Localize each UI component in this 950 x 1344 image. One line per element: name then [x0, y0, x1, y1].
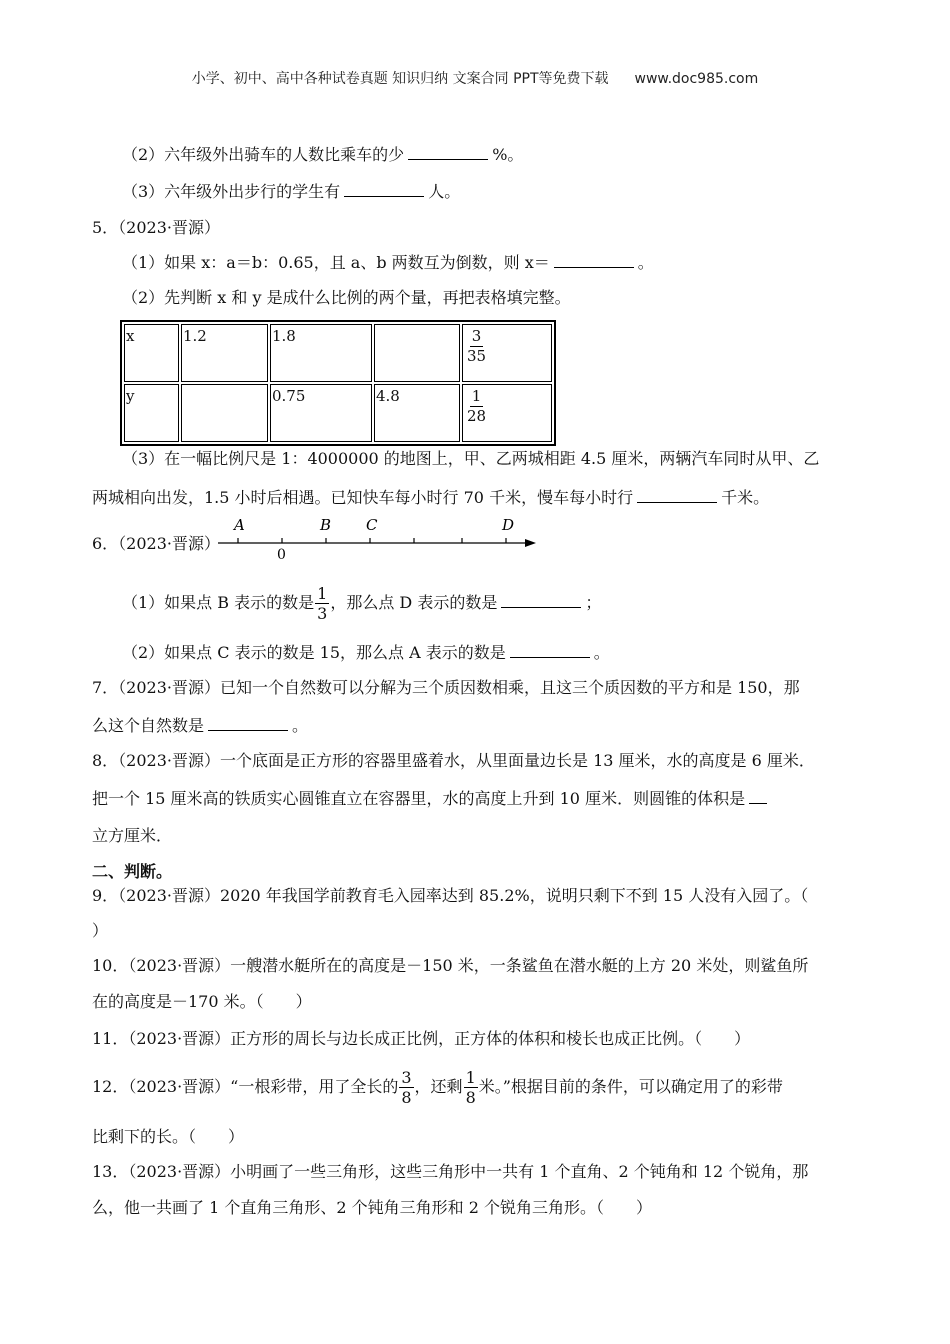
point-label-b: B	[320, 516, 332, 534]
xy-table	[120, 320, 556, 446]
section-title: 二、判断。	[92, 862, 173, 881]
q5-part2: （2）先判断 x 和 y 是成什么比例的两个量，再把表格填完整。	[122, 288, 571, 307]
table-cell: x	[124, 324, 179, 382]
point-label-c: C	[366, 516, 378, 534]
q6-part2: （2）如果点 C 表示的数是 15，那么点 A 表示的数是 。	[122, 643, 610, 662]
point-label-a: A	[234, 516, 245, 534]
q5-part3-line2: 两城相向出发，1.5 小时后相遇。已知快车每小时行 70 千米，慢车每小时行 千米。	[92, 488, 770, 507]
table-cell[interactable]	[181, 384, 268, 442]
fraction: $\frac{1}{8}$	[465, 1068, 476, 1107]
q5-part1: （1）如果 x：a＝b：0.65，且 a、b 两数互为倒数，则 x＝ 。	[122, 253, 654, 272]
q12-line2: 比剩下的长。（ ）	[92, 1127, 245, 1146]
answer-blank[interactable]	[554, 253, 634, 268]
answer-blank[interactable]	[408, 145, 488, 160]
table-cell[interactable]	[374, 324, 460, 382]
fraction: $\frac{1}{3}$	[317, 584, 328, 623]
page-header	[0, 68, 950, 88]
fraction: $\frac{1}{28}$	[467, 387, 487, 425]
q8-line3: 立方厘米．	[92, 826, 173, 845]
table-row	[124, 324, 552, 382]
q13-line1: 13．（2023·晋源）小明画了一些三角形，这些三角形中一共有 1 个直角、2 个钝角和 12 个锐角，那	[92, 1162, 809, 1181]
q5-head: 5．（2023·晋源）	[92, 218, 220, 237]
fraction: $\frac{3}{8}$	[401, 1068, 412, 1107]
arrow-head-icon	[525, 539, 536, 547]
table-cell: 0.75	[270, 384, 372, 442]
point-label-d: D	[502, 516, 515, 534]
table-cell	[462, 384, 552, 442]
answer-blank[interactable]	[344, 182, 424, 197]
q5-part3-line1: （3）在一幅比例尺是 1：4000000 的地图上，甲、乙两城相距 4.5 厘米，两辆汽车同时从甲、乙	[122, 449, 820, 468]
answer-blank[interactable]	[749, 789, 767, 804]
header-site[interactable]: www.doc985.com	[634, 71, 759, 87]
q12-line1: 12．（2023·晋源）“一根彩带，用了全长的 $\frac{3}{8}$ ，还剩 $\frac{1}{8}$ 米。”根据目前的条件，可以确定用了的彩带	[92, 1068, 783, 1107]
q11-line: 11．（2023·晋源）正方形的周长与边长成正比例，正方体的体积和棱长也成正比例。（ ）	[92, 1029, 751, 1048]
q6-head: 6．（2023·晋源）	[92, 534, 220, 553]
table-cell	[462, 324, 552, 382]
q10-line2: 在的高度是－170 米。（ ）	[92, 992, 312, 1011]
q4-part3: （3）六年级外出步行的学生有 人。	[122, 182, 461, 201]
header-text: 小学、初中、高中各种试卷真题 知识归纳 文案合同 PPT等免费下载	[191, 71, 609, 87]
q6-part1: （1）如果点 B 表示的数是 $\frac{1}{3}$ ，那么点 D 表示的数是 ；	[122, 584, 602, 623]
q7-line2: 么这个自然数是 。	[92, 716, 309, 735]
answer-blank[interactable]	[510, 643, 590, 658]
q9-line2: ）	[92, 921, 109, 940]
table-cell: y	[124, 384, 179, 442]
q8-line2: 把一个 15 厘米高的铁质实心圆锥直立在容器里，水的高度上升到 10 厘米．则圆锥的体积是	[92, 788, 771, 810]
fraction: $\frac{3}{35}$	[467, 327, 487, 365]
table-cell: 1.2	[181, 324, 268, 382]
zero-label: 0	[277, 547, 286, 562]
q10-line1: 10．（2023·晋源）一艘潜水艇所在的高度是－150 米，一条鲨鱼在潜水艇的上方 20 米处，则鲨鱼所	[92, 956, 809, 975]
number-line	[214, 512, 540, 562]
table-row	[124, 384, 552, 442]
table-cell: 1.8	[270, 324, 372, 382]
q8-line1: 8．（2023·晋源）一个底面是正方形的容器里盛着水，从里面量边长是 13 厘米，水的高度是 6 厘米．	[92, 751, 815, 770]
tick-marks	[238, 538, 506, 543]
q4-part2: （2）六年级外出骑车的人数比乘车的少 %。	[122, 145, 524, 164]
answer-blank[interactable]	[637, 488, 717, 503]
q7-line1: 7．（2023·晋源）已知一个自然数可以分解为三个质因数相乘，且这三个质因数的平方和是 150，那	[92, 678, 800, 697]
table-cell: 4.8	[374, 384, 460, 442]
q9-line1: 9．（2023·晋源）2020 年我国学前教育毛入园率达到 85.2%，说明只剩下不到 15 人没有入园了。（	[92, 886, 809, 905]
q13-line2: 么，他一共画了 1 个直角三角形、2 个钝角三角形和 2 个锐角三角形。（ ）	[92, 1198, 652, 1217]
answer-blank[interactable]	[208, 716, 288, 731]
answer-blank[interactable]	[501, 593, 581, 608]
